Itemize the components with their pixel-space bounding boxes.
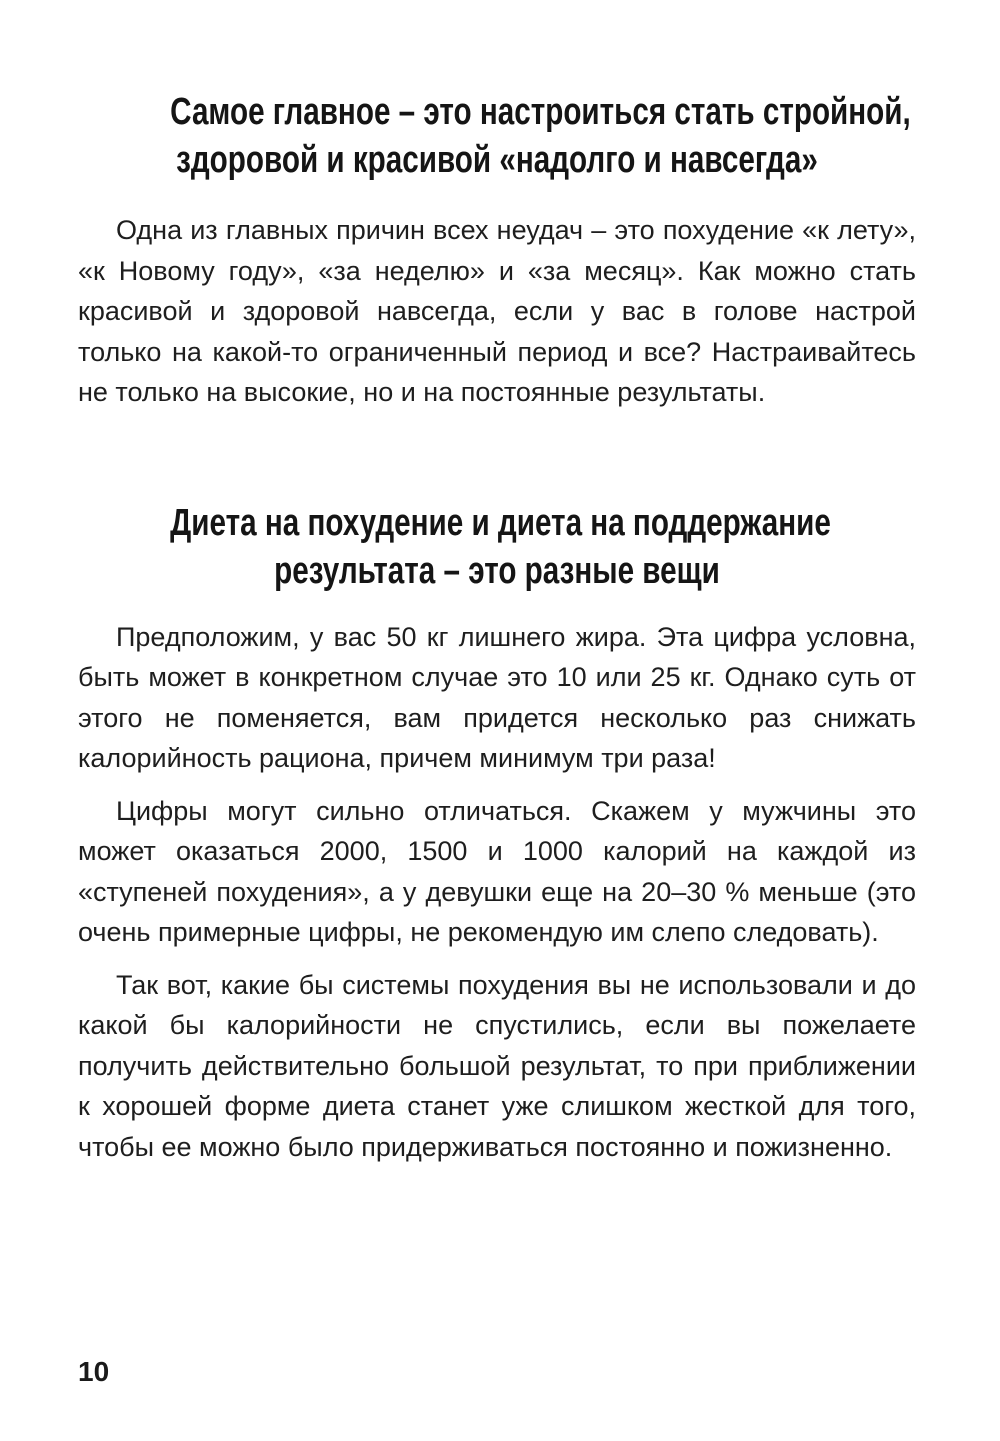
paragraph-calorie-figures: Цифры могут сильно отличаться. Скажем у мужчины это может оказаться 2000, 1500 и 1000 калорий на каждой из «ступеней похудения», а у девушки еще на 20–30 % меньше (это очень примерные цифры, не рекомендую им слепо следовать). — [78, 795, 916, 947]
paragraph-failure-reasons: Одна из главных причин всех неудач – это похудение «к лету», «к Новому году», «за неделю» и «за месяц». Как можно стать красивой и здоровой навсегда, если у вас в голове настрой только на какой-то ограниченный период и все? Настраивайтесь не только на высокие, но и на постоянные результаты. — [78, 215, 916, 407]
paragraph-excess-fat: Предположим, у вас 50 кг лишнего жира. Эта цифра условна, быть может в конкретном случае это 10 или 25 кг. Однако суть от этого не поменяется, вам придется несколько раз снижать калорийность рациона, причем минимум три раза! — [78, 621, 916, 773]
heading-line: Диета на похудение и диета на поддержание — [170, 501, 831, 544]
section-heading-diet-types — [170, 499, 831, 595]
heading-line: здоровой и красивой «надолго и навсегда» — [176, 139, 818, 181]
heading-line: Самое главное – это настроиться стать стройной, — [170, 91, 911, 133]
page-number: 10 — [78, 1356, 110, 1387]
paragraph-diet-too-strict: Так вот, какие бы системы похудения вы не использовали и до какой бы калорийности не спустились, если вы пожелаете получить действительно большой результат, то при приближении к хорошей форме диета станет уже слишком жесткой для того, чтобы ее можно было придерживаться постоянно и пожизненно. — [78, 969, 916, 1162]
heading-line: результата – это разные вещи — [274, 549, 720, 592]
page-content — [78, 88, 916, 1167]
section-heading-stay-slim — [170, 88, 911, 184]
